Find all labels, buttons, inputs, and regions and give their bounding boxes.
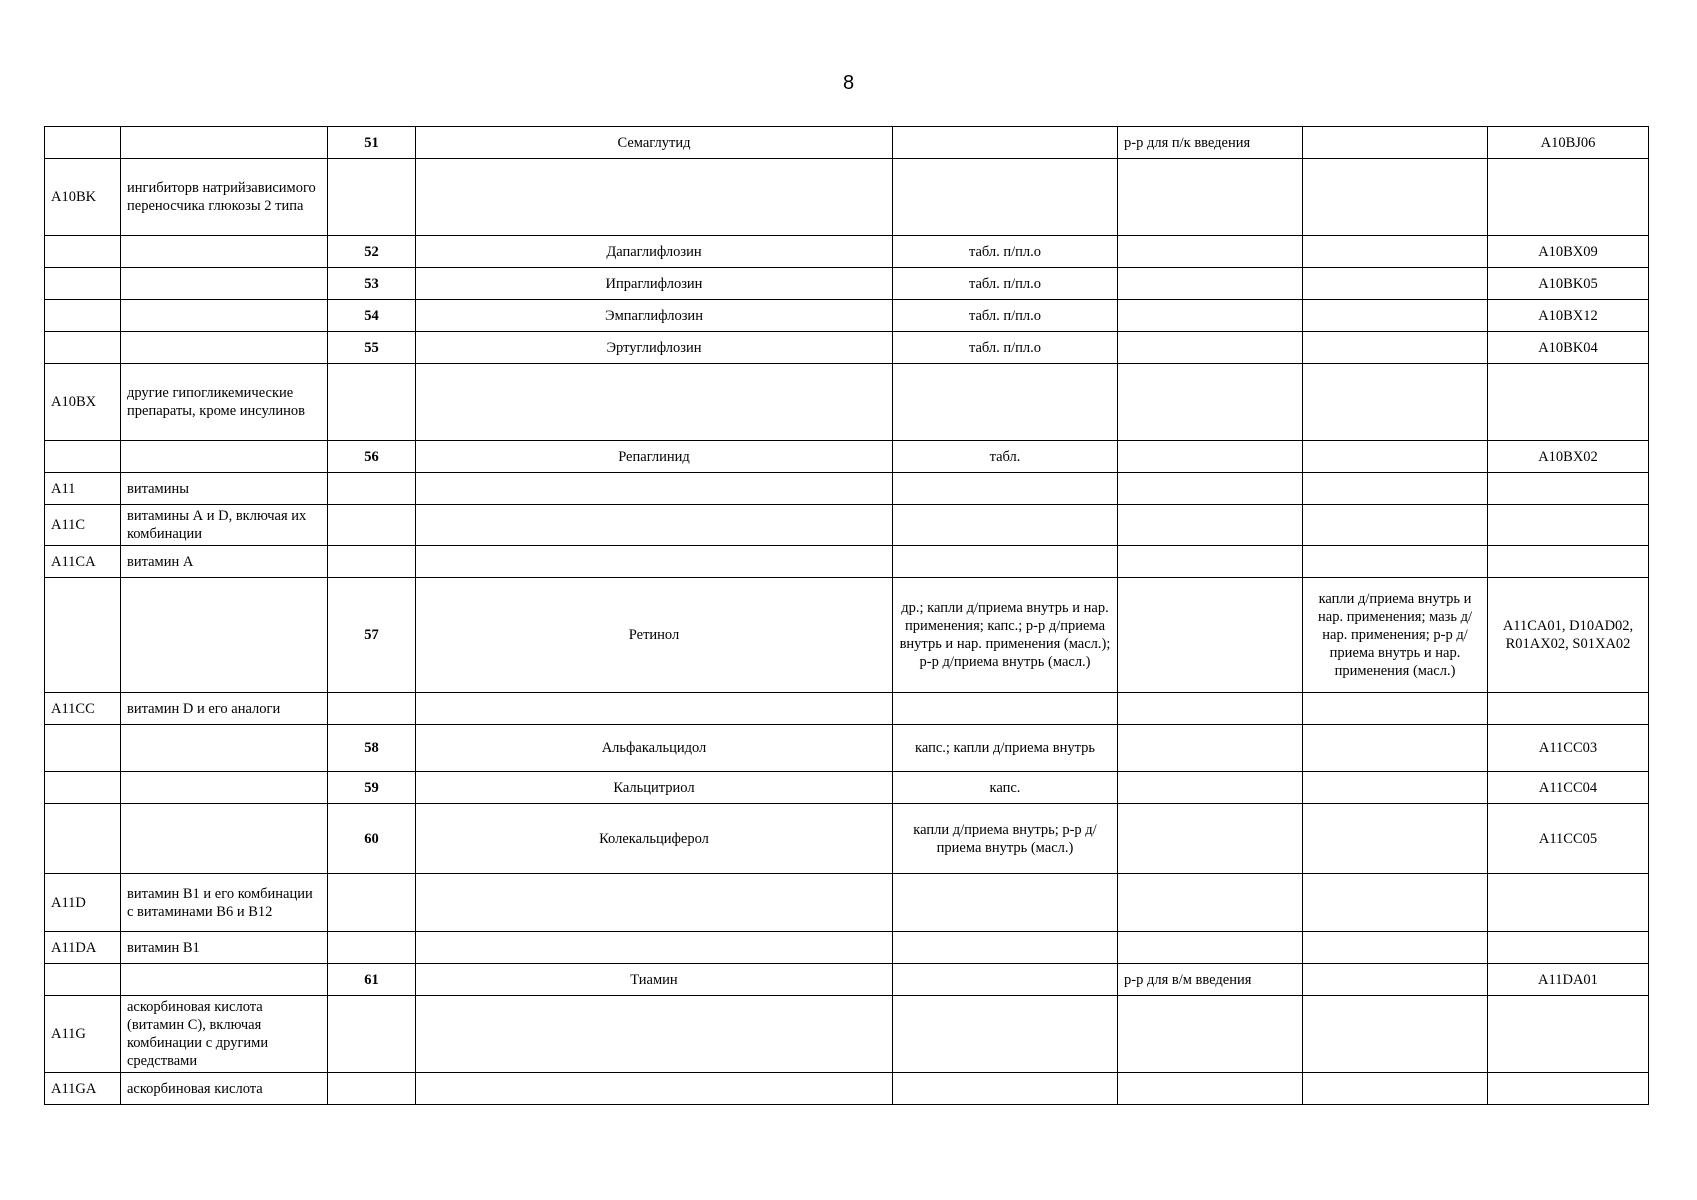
table-body bbox=[45, 127, 1649, 1105]
drug-name-cell: Колекальциферол bbox=[416, 804, 893, 874]
drug-name-cell bbox=[416, 932, 893, 964]
dosage-form-other-cell bbox=[1303, 473, 1488, 505]
dosage-form-additional-cell bbox=[1118, 772, 1303, 804]
atc-group-code-cell bbox=[45, 578, 121, 693]
atc-group-code-cell: A11 bbox=[45, 473, 121, 505]
atc-code-cell bbox=[1488, 159, 1649, 236]
table-row bbox=[45, 693, 1649, 725]
atc-group-code-cell bbox=[45, 300, 121, 332]
group-name-cell bbox=[121, 236, 328, 268]
drug-name-cell bbox=[416, 473, 893, 505]
item-number-cell bbox=[328, 473, 416, 505]
table-row bbox=[45, 159, 1649, 236]
dosage-form-other-cell bbox=[1303, 964, 1488, 996]
table-row bbox=[45, 804, 1649, 874]
item-number-cell: 52 bbox=[328, 236, 416, 268]
group-name-cell bbox=[121, 964, 328, 996]
dosage-form-other-cell bbox=[1303, 932, 1488, 964]
dosage-form-cell bbox=[893, 693, 1118, 725]
dosage-form-additional-cell bbox=[1118, 332, 1303, 364]
page-number: 8 bbox=[842, 72, 855, 94]
item-number-cell bbox=[328, 693, 416, 725]
table-row bbox=[45, 578, 1649, 693]
atc-group-code-cell bbox=[45, 441, 121, 473]
group-name-cell: витамин D и его аналоги bbox=[121, 693, 328, 725]
table-row bbox=[45, 1073, 1649, 1105]
item-number-cell bbox=[328, 996, 416, 1073]
dosage-form-other-cell bbox=[1303, 127, 1488, 159]
table-row bbox=[45, 268, 1649, 300]
table-row bbox=[45, 772, 1649, 804]
group-name-cell bbox=[121, 804, 328, 874]
item-number-cell: 51 bbox=[328, 127, 416, 159]
item-number-cell: 58 bbox=[328, 725, 416, 772]
dosage-form-other-cell bbox=[1303, 364, 1488, 441]
dosage-form-other-cell bbox=[1303, 693, 1488, 725]
group-name-cell bbox=[121, 578, 328, 693]
atc-code-cell bbox=[1488, 473, 1649, 505]
table-row bbox=[45, 300, 1649, 332]
group-name-cell: витамин А bbox=[121, 546, 328, 578]
group-name-cell: ингибиторв натрийзависимого переносчика глюкозы 2 типа bbox=[121, 159, 328, 236]
drug-name-cell: Репаглинид bbox=[416, 441, 893, 473]
dosage-form-cell bbox=[893, 159, 1118, 236]
dosage-form-cell bbox=[893, 964, 1118, 996]
table-row bbox=[45, 127, 1649, 159]
dosage-form-additional-cell bbox=[1118, 693, 1303, 725]
drug-name-cell bbox=[416, 364, 893, 441]
atc-code-cell: A10BX02 bbox=[1488, 441, 1649, 473]
drug-name-cell: Эртуглифлозин bbox=[416, 332, 893, 364]
dosage-form-additional-cell bbox=[1118, 364, 1303, 441]
dosage-form-cell: капли д/приема внутрь; р-р д/приема внутрь (масл.) bbox=[893, 804, 1118, 874]
atc-group-code-cell: A11DA bbox=[45, 932, 121, 964]
item-number-cell: 59 bbox=[328, 772, 416, 804]
item-number-cell: 60 bbox=[328, 804, 416, 874]
item-number-cell: 53 bbox=[328, 268, 416, 300]
drug-name-cell bbox=[416, 1073, 893, 1105]
table-row bbox=[45, 874, 1649, 932]
item-number-cell bbox=[328, 364, 416, 441]
dosage-form-other-cell bbox=[1303, 332, 1488, 364]
atc-code-cell: A11DA01 bbox=[1488, 964, 1649, 996]
dosage-form-cell: капс.; капли д/приема внутрь bbox=[893, 725, 1118, 772]
drug-name-cell: Кальцитриол bbox=[416, 772, 893, 804]
dosage-form-cell bbox=[893, 364, 1118, 441]
dosage-form-additional-cell bbox=[1118, 441, 1303, 473]
atc-code-cell: A10BX12 bbox=[1488, 300, 1649, 332]
dosage-form-other-cell bbox=[1303, 1073, 1488, 1105]
dosage-form-additional-cell bbox=[1118, 236, 1303, 268]
dosage-form-cell: табл. п/пл.о bbox=[893, 236, 1118, 268]
dosage-form-other-cell bbox=[1303, 874, 1488, 932]
dosage-form-cell bbox=[893, 996, 1118, 1073]
atc-group-code-cell bbox=[45, 127, 121, 159]
atc-code-cell bbox=[1488, 932, 1649, 964]
group-name-cell bbox=[121, 725, 328, 772]
item-number-cell bbox=[328, 932, 416, 964]
item-number-cell: 54 bbox=[328, 300, 416, 332]
table-row bbox=[45, 546, 1649, 578]
dosage-form-other-cell: капли д/приема внутрь и нар. применения; мазь д/нар. применения; р-р д/приема внутрь и нар. применения (масл.) bbox=[1303, 578, 1488, 693]
atc-group-code-cell bbox=[45, 332, 121, 364]
drug-name-cell bbox=[416, 874, 893, 932]
group-name-cell: витамины bbox=[121, 473, 328, 505]
dosage-form-cell bbox=[893, 505, 1118, 546]
dosage-form-additional-cell: р-р для в/м введения bbox=[1118, 964, 1303, 996]
dosage-form-other-cell bbox=[1303, 804, 1488, 874]
item-number-cell: 61 bbox=[328, 964, 416, 996]
dosage-form-additional-cell bbox=[1118, 725, 1303, 772]
dosage-form-additional-cell bbox=[1118, 159, 1303, 236]
atc-code-cell: A10BK04 bbox=[1488, 332, 1649, 364]
table-row bbox=[45, 932, 1649, 964]
dosage-form-other-cell bbox=[1303, 159, 1488, 236]
drug-name-cell bbox=[416, 159, 893, 236]
dosage-form-cell: табл. п/пл.о bbox=[893, 268, 1118, 300]
dosage-form-additional-cell bbox=[1118, 804, 1303, 874]
item-number-cell bbox=[328, 546, 416, 578]
atc-code-cell: A10BX09 bbox=[1488, 236, 1649, 268]
group-name-cell: аскорбиновая кислота bbox=[121, 1073, 328, 1105]
item-number-cell: 55 bbox=[328, 332, 416, 364]
drug-name-cell bbox=[416, 546, 893, 578]
dosage-form-additional-cell bbox=[1118, 996, 1303, 1073]
atc-code-cell bbox=[1488, 996, 1649, 1073]
dosage-form-other-cell bbox=[1303, 441, 1488, 473]
item-number-cell bbox=[328, 159, 416, 236]
dosage-form-cell bbox=[893, 874, 1118, 932]
dosage-form-other-cell bbox=[1303, 300, 1488, 332]
group-name-cell bbox=[121, 300, 328, 332]
atc-group-code-cell: A11GA bbox=[45, 1073, 121, 1105]
item-number-cell: 57 bbox=[328, 578, 416, 693]
group-name-cell bbox=[121, 127, 328, 159]
drug-name-cell: Дапаглифлозин bbox=[416, 236, 893, 268]
table-row bbox=[45, 332, 1649, 364]
dosage-form-additional-cell bbox=[1118, 1073, 1303, 1105]
dosage-form-cell bbox=[893, 932, 1118, 964]
dosage-form-cell: капс. bbox=[893, 772, 1118, 804]
drug-name-cell: Ипраглифлозин bbox=[416, 268, 893, 300]
atc-group-code-cell: A11G bbox=[45, 996, 121, 1073]
dosage-form-additional-cell bbox=[1118, 874, 1303, 932]
item-number-cell bbox=[328, 874, 416, 932]
atc-code-cell bbox=[1488, 505, 1649, 546]
item-number-cell bbox=[328, 1073, 416, 1105]
atc-code-cell: A11CC04 bbox=[1488, 772, 1649, 804]
atc-group-code-cell bbox=[45, 268, 121, 300]
atc-group-code-cell bbox=[45, 964, 121, 996]
dosage-form-cell: табл. bbox=[893, 441, 1118, 473]
dosage-form-additional-cell bbox=[1118, 578, 1303, 693]
atc-code-cell bbox=[1488, 546, 1649, 578]
group-name-cell: витамин В1 и его комбинации с витаминами В6 и В12 bbox=[121, 874, 328, 932]
item-number-cell bbox=[328, 505, 416, 546]
group-name-cell bbox=[121, 772, 328, 804]
dosage-form-other-cell bbox=[1303, 505, 1488, 546]
group-name-cell: аскорбиновая кислота (витамин С), включая комбинации с другими средствами bbox=[121, 996, 328, 1073]
dosage-form-other-cell bbox=[1303, 996, 1488, 1073]
atc-code-cell: A11CC05 bbox=[1488, 804, 1649, 874]
atc-group-code-cell: A11CA bbox=[45, 546, 121, 578]
dosage-form-cell: табл. п/пл.о bbox=[893, 332, 1118, 364]
atc-group-code-cell: A11CC bbox=[45, 693, 121, 725]
atc-group-code-cell: A10BK bbox=[45, 159, 121, 236]
dosage-form-cell: др.; капли д/приема внутрь и нар. применения; капс.; р-р д/приема внутрь и нар. применения (масл.); р-р д/приема внутрь (масл.) bbox=[893, 578, 1118, 693]
drug-name-cell bbox=[416, 693, 893, 725]
atc-code-cell: A10BK05 bbox=[1488, 268, 1649, 300]
dosage-form-cell bbox=[893, 1073, 1118, 1105]
drug-name-cell: Ретинол bbox=[416, 578, 893, 693]
atc-group-code-cell bbox=[45, 804, 121, 874]
atc-group-code-cell: A11D bbox=[45, 874, 121, 932]
atc-group-code-cell bbox=[45, 236, 121, 268]
dosage-form-additional-cell: р-р для п/к введения bbox=[1118, 127, 1303, 159]
item-number-cell: 56 bbox=[328, 441, 416, 473]
dosage-form-other-cell bbox=[1303, 725, 1488, 772]
table-row bbox=[45, 996, 1649, 1073]
atc-group-code-cell bbox=[45, 772, 121, 804]
dosage-form-cell bbox=[893, 127, 1118, 159]
atc-code-cell: A11CA01, D10AD02, R01AX02, S01XA02 bbox=[1488, 578, 1649, 693]
atc-code-cell bbox=[1488, 874, 1649, 932]
group-name-cell bbox=[121, 332, 328, 364]
group-name-cell: витамины А и D, включая их комбинации bbox=[121, 505, 328, 546]
dosage-form-additional-cell bbox=[1118, 932, 1303, 964]
table-row bbox=[45, 964, 1649, 996]
table-row bbox=[45, 725, 1649, 772]
dosage-form-additional-cell bbox=[1118, 300, 1303, 332]
dosage-form-other-cell bbox=[1303, 268, 1488, 300]
dosage-form-other-cell bbox=[1303, 546, 1488, 578]
atc-code-cell: A11CC03 bbox=[1488, 725, 1649, 772]
group-name-cell: другие гипогликемические препараты, кроме инсулинов bbox=[121, 364, 328, 441]
drug-name-cell: Семаглутид bbox=[416, 127, 893, 159]
drug-name-cell: Тиамин bbox=[416, 964, 893, 996]
atc-group-code-cell: A10BX bbox=[45, 364, 121, 441]
drug-name-cell: Альфакальцидол bbox=[416, 725, 893, 772]
group-name-cell: витамин В1 bbox=[121, 932, 328, 964]
dosage-form-cell bbox=[893, 546, 1118, 578]
drug-name-cell bbox=[416, 996, 893, 1073]
dosage-form-cell: табл. п/пл.о bbox=[893, 300, 1118, 332]
atc-code-cell: A10BJ06 bbox=[1488, 127, 1649, 159]
drug-name-cell: Эмпаглифлозин bbox=[416, 300, 893, 332]
dosage-form-additional-cell bbox=[1118, 473, 1303, 505]
dosage-form-other-cell bbox=[1303, 236, 1488, 268]
table-row bbox=[45, 364, 1649, 441]
drug-list-table bbox=[44, 126, 1649, 1105]
dosage-form-additional-cell bbox=[1118, 268, 1303, 300]
atc-group-code-cell: A11C bbox=[45, 505, 121, 546]
group-name-cell bbox=[121, 268, 328, 300]
dosage-form-additional-cell bbox=[1118, 546, 1303, 578]
dosage-form-other-cell bbox=[1303, 772, 1488, 804]
table-row bbox=[45, 236, 1649, 268]
atc-code-cell bbox=[1488, 693, 1649, 725]
atc-group-code-cell bbox=[45, 725, 121, 772]
group-name-cell bbox=[121, 441, 328, 473]
dosage-form-cell bbox=[893, 473, 1118, 505]
atc-code-cell bbox=[1488, 1073, 1649, 1105]
table-row bbox=[45, 441, 1649, 473]
table-row bbox=[45, 473, 1649, 505]
table-row bbox=[45, 505, 1649, 546]
dosage-form-additional-cell bbox=[1118, 505, 1303, 546]
drug-name-cell bbox=[416, 505, 893, 546]
atc-code-cell bbox=[1488, 364, 1649, 441]
